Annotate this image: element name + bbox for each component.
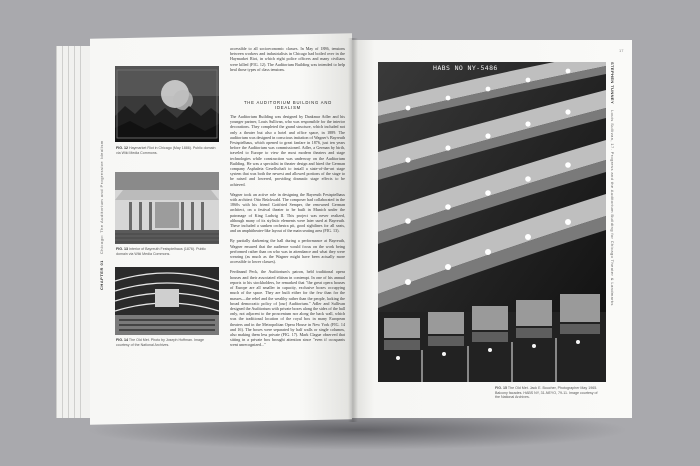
body-paragraph: Wagner took an active role in designing the Bayreuth Festspielhaus with architect Otto Brückwald. The composer had collaborated in the 1860s with his friend Gottfried Semper, the renowned German architect, on a festival theater to be built in Munich under the patronage of King Ludwig II. This project was never realized, although many of its stylistic elements were later used at Bayreuth. These included a sunken orchestra pit, good sightlines for all seats, and an amphitheater-like layout of the main seating area (FIG. 13). [230,191,345,234]
intro-paragraph: accessible to all socioeconomic classes. In May of 1886, tensions between workers and industrialists in Chicago had boiled over in the Haymarket Riot, in which eight police officers and many civilians were killed (FIG. 12). The Auditorium Building was intended to help heal those types of class tensions. [230,46,345,72]
book-gutter [348,38,358,422]
body-paragraph: The Auditorium Building was designed by Dankmar Adler and his younger partner, Louis Sullivan, who was responsible for the interior decorations. They completed the grand structure, which included not only a theater but also a hotel and office space, in 1889. The auditorium was designed in conscious imitation of Wagner's Bayreuth Festspielhaus, which opened to great fanfare in 1876, just ten years before the Auditorium was commissioned. Adler, a German by birth, traveled to Europe to view the most modern theaters and stage technologies while construction was underway on the Auditorium Building. He was a specialist in theater design and hired the German company Asphaleia Gesellschaft to install a state-of-the-art stage system that was both the newest and allowed portions of the stage to be raised and lowered, providing dramatic stage effects to be achieved. [230,114,345,187]
figure-old-met [115,267,219,335]
body-paragraph: By partially darkening the hall during a performance at Bayreuth, Wagner ensured that the audience would focus on the work being performed rather than on who was in attendance and what they were wearing (as much as the Wagner might have been actually more accessible to lower classes). [230,238,345,265]
running-head-right: STEPHEN TUNNEYLouis Sullivan, 17. Progress and the Auditorium Building for Chicago Theater & Landmarks [610,62,615,306]
figure-caption: FIG. 13 Interior of Bayreuth Festspielhaus (1876). Public domain via Wiki Media Commons. [116,247,206,256]
balcony-photograph [378,62,606,382]
figure-caption-right: FIG. 15 The Old Met. Jack E. Boucher, Photographer May 1965. Balcony facades. HABS NY, 31-NEYO, 79-11. Image courtesy of the National Archives. [495,386,598,400]
page-number: 17 [619,48,624,53]
figure-bayreuth-interior [115,172,219,244]
figure-caption: FIG. 14 The Old Met. Photo by Joseph Hoffman. Image courtesy of the National Archives. [116,338,204,347]
figure-haymarket-riot [115,66,219,142]
body-paragraph: Ferdinand Peck, the Auditorium's patron, held traditional opera houses and their associated elitism in contempt. In one of his annual reports to his stockholders, he remarked that "the great opera houses of Europe are all smaller in capacity, exclusive boxes occupying much of the space. They are built either for the few than for the masses—the rebel and the wealthy rather than the people, lacking the broad democratic policy of [our] Auditorium." Adler and Sullivan designed the Auditorium with private boxes along the sides of the hall only, not adjacent to the proscenium nor along the back wall, which was the traditional location of the royal box in many European theaters and in the Metropolitan Opera House in New York (FIG. 14 and 16). The boxes were separated by half walls or single columns, also making them less private (FIG. 17). Mark Clague observed that sitting in a private box brought attention since "even if occupants went unrecognized..." [230,269,345,348]
running-head: CHAPTER 01Chicago: The Auditorium and Progressive Idealism [99,140,104,290]
section-heading: THE AUDITORIUM BUILDING AND IDEALISM [243,100,333,110]
body-text-column [230,114,345,353]
photo-stamp: HABS NO NY-5486 [433,64,498,72]
figure-caption: FIG. 12 Haymarket Riot in Chicago (May 1886). Public domain via Wiki Media Commons. [116,146,216,155]
